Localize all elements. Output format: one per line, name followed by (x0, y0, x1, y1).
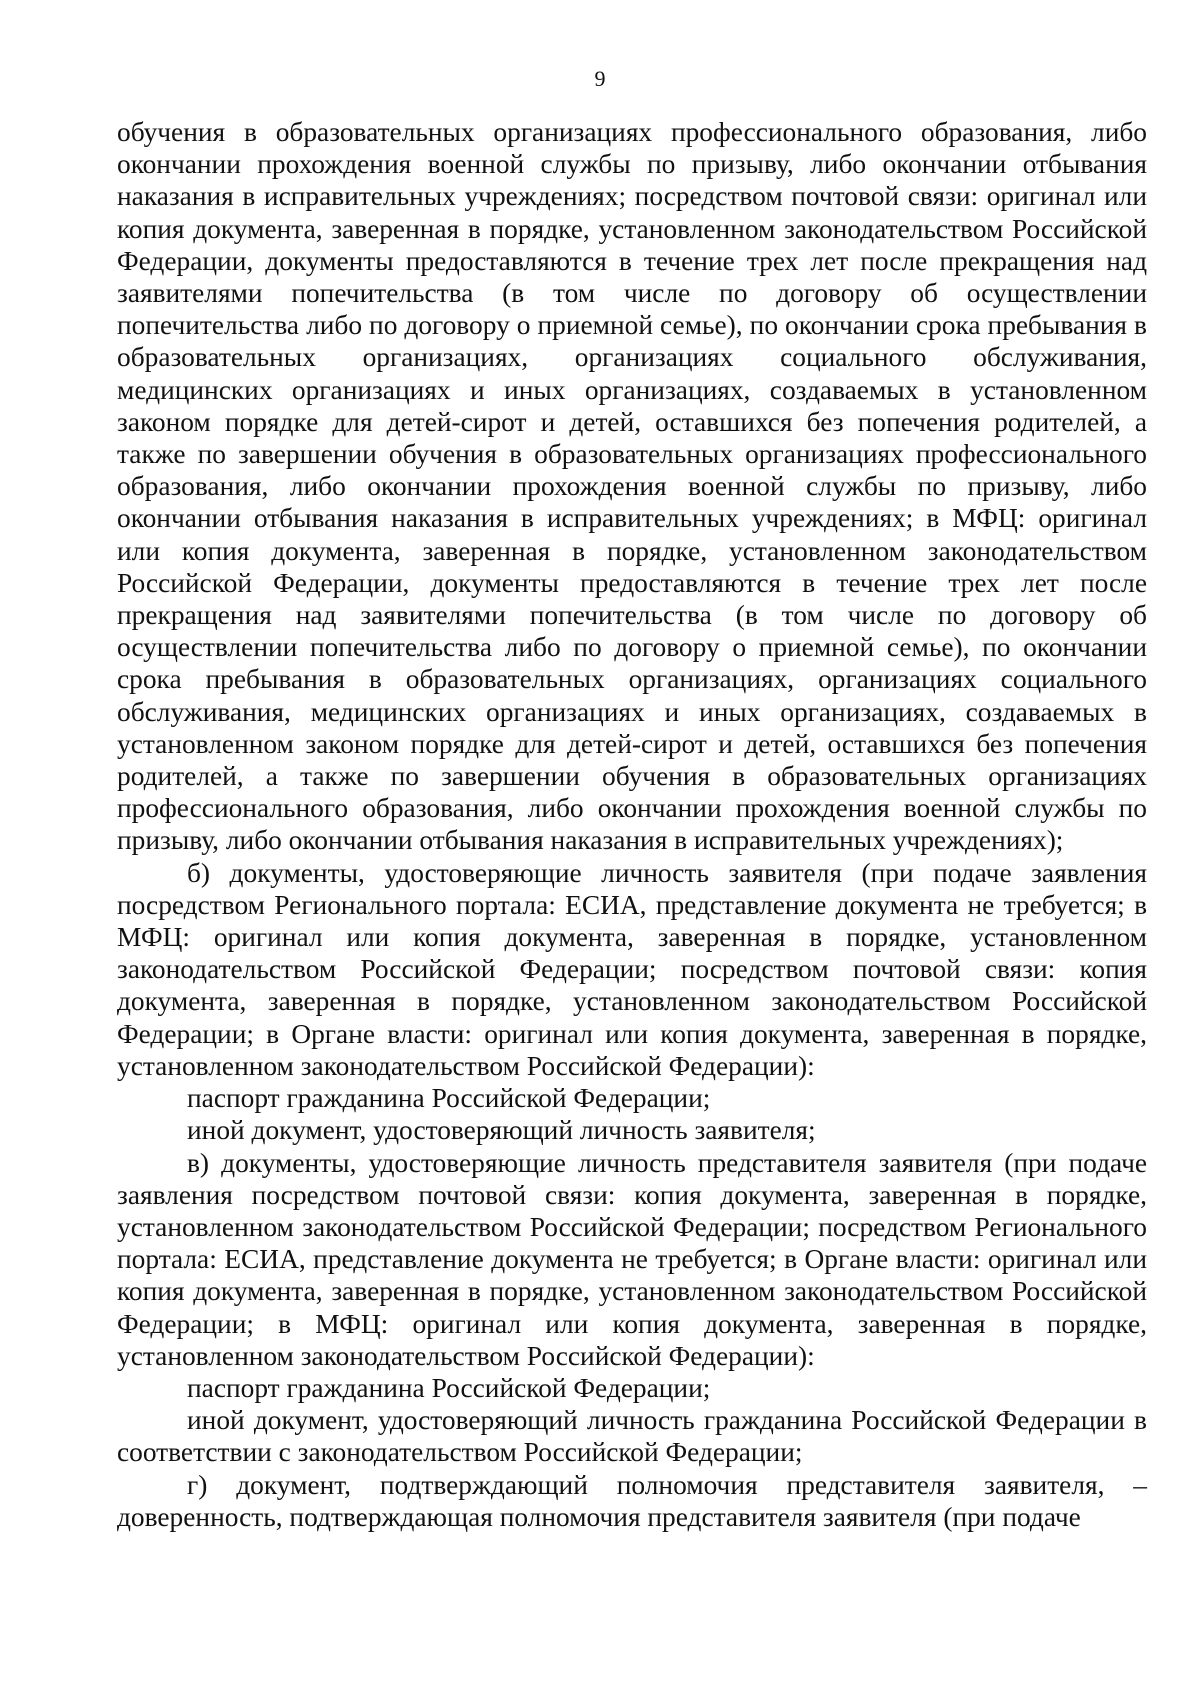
paragraph-continuation: обучения в образовательных организациях профессионального образования, либо окончании прохождения военной службы по призыву, либо окончании отбывания наказания в исправительных учреждениях; посредством почтовой связи: оригинал или копия документа, заверенная в порядке, установленном законодательством Российской Федерации, документы предоставляются в течение трех лет после прекращения над заявителями попечительства (в том числе по договору об осуществлении попечительства либо по договору о приемной семье), по окончании срока пребывания в образовательных организациях, организациях социального обслуживания, медицинских организациях и иных организациях, создаваемых в установленном законом порядке для детей-сирот и детей, оставшихся без попечения родителей, а также по завершении обучения в образовательных организациях профессионального образования, либо окончании прохождения военной службы по призыву, либо окончании отбывания наказания в исправительных учреждениях; в МФЦ: оригинал или копия документа, заверенная в порядке, установленном законодательством Российской Федерации, документы предоставляются в течение трех лет после прекращения над заявителями попечительства (в том числе по договору об осуществлении попечительства либо по договору о приемной семье), по окончании срока пребывания в образовательных организациях, организациях социального обслуживания, медицинских организациях и иных организациях, создаваемых в установленном законом порядке для детей-сирот и детей, оставшихся без попечения родителей, а также по завершении обучения в образовательных организациях профессионального образования, либо окончании прохождения военной службы по призыву, либо окончании отбывания наказания в исправительных учреждениях); (117, 117, 1147, 856)
paragraph-item-b: б) документы, удостоверяющие личность заявителя (при подаче заявления посредством Регионального портала: ЕСИА, представление документа не требуется; в МФЦ: оригинал или копия документа, заверенная в порядке, установленном законодательством Российской Федерации; посредством почтовой связи: копия документа, заверенная в порядке, установленном законодательством Российской Федерации; в Органе власти: оригинал или копия документа, заверенная в порядке, установленном законодательством Российской Федерации): (117, 857, 1147, 1081)
paragraph-item-g: г) документ, подтверждающий полномочия представителя заявителя, – доверенность, подтверждающая полномочия представителя заявителя (при подаче (117, 1469, 1147, 1532)
paragraph-other-document-v: иной документ, удостоверяющий личность гражданина Российской Федерации в соответствии с законодательством Российской Федерации; (117, 1405, 1147, 1468)
paragraph-other-document-b: иной документ, удостоверяющий личность заявителя; (187, 1115, 816, 1146)
paragraph-item-v: в) документы, удостоверяющие личность представителя заявителя (при подаче заявления посредством почтовой связи: копия документа, заверенная в порядке, установленном законодательством Российской Федерации; посредством Регионального портала: ЕСИА, представление документа не требуется; в Органе власти: оригинал или копия документа, заверенная в порядке, установленном законодательством Российской Федерации; в МФЦ: оригинал или копия документа, заверенная в порядке, установленном законодательством Российской Федерации): (117, 1147, 1147, 1371)
paragraph-passport-v: паспорт гражданина Российской Федерации; (187, 1372, 711, 1403)
document-body (117, 116, 1147, 1533)
page-number: 9 (594, 66, 606, 91)
paragraph-passport-b: паспорт гражданина Российской Федерации; (187, 1083, 711, 1114)
